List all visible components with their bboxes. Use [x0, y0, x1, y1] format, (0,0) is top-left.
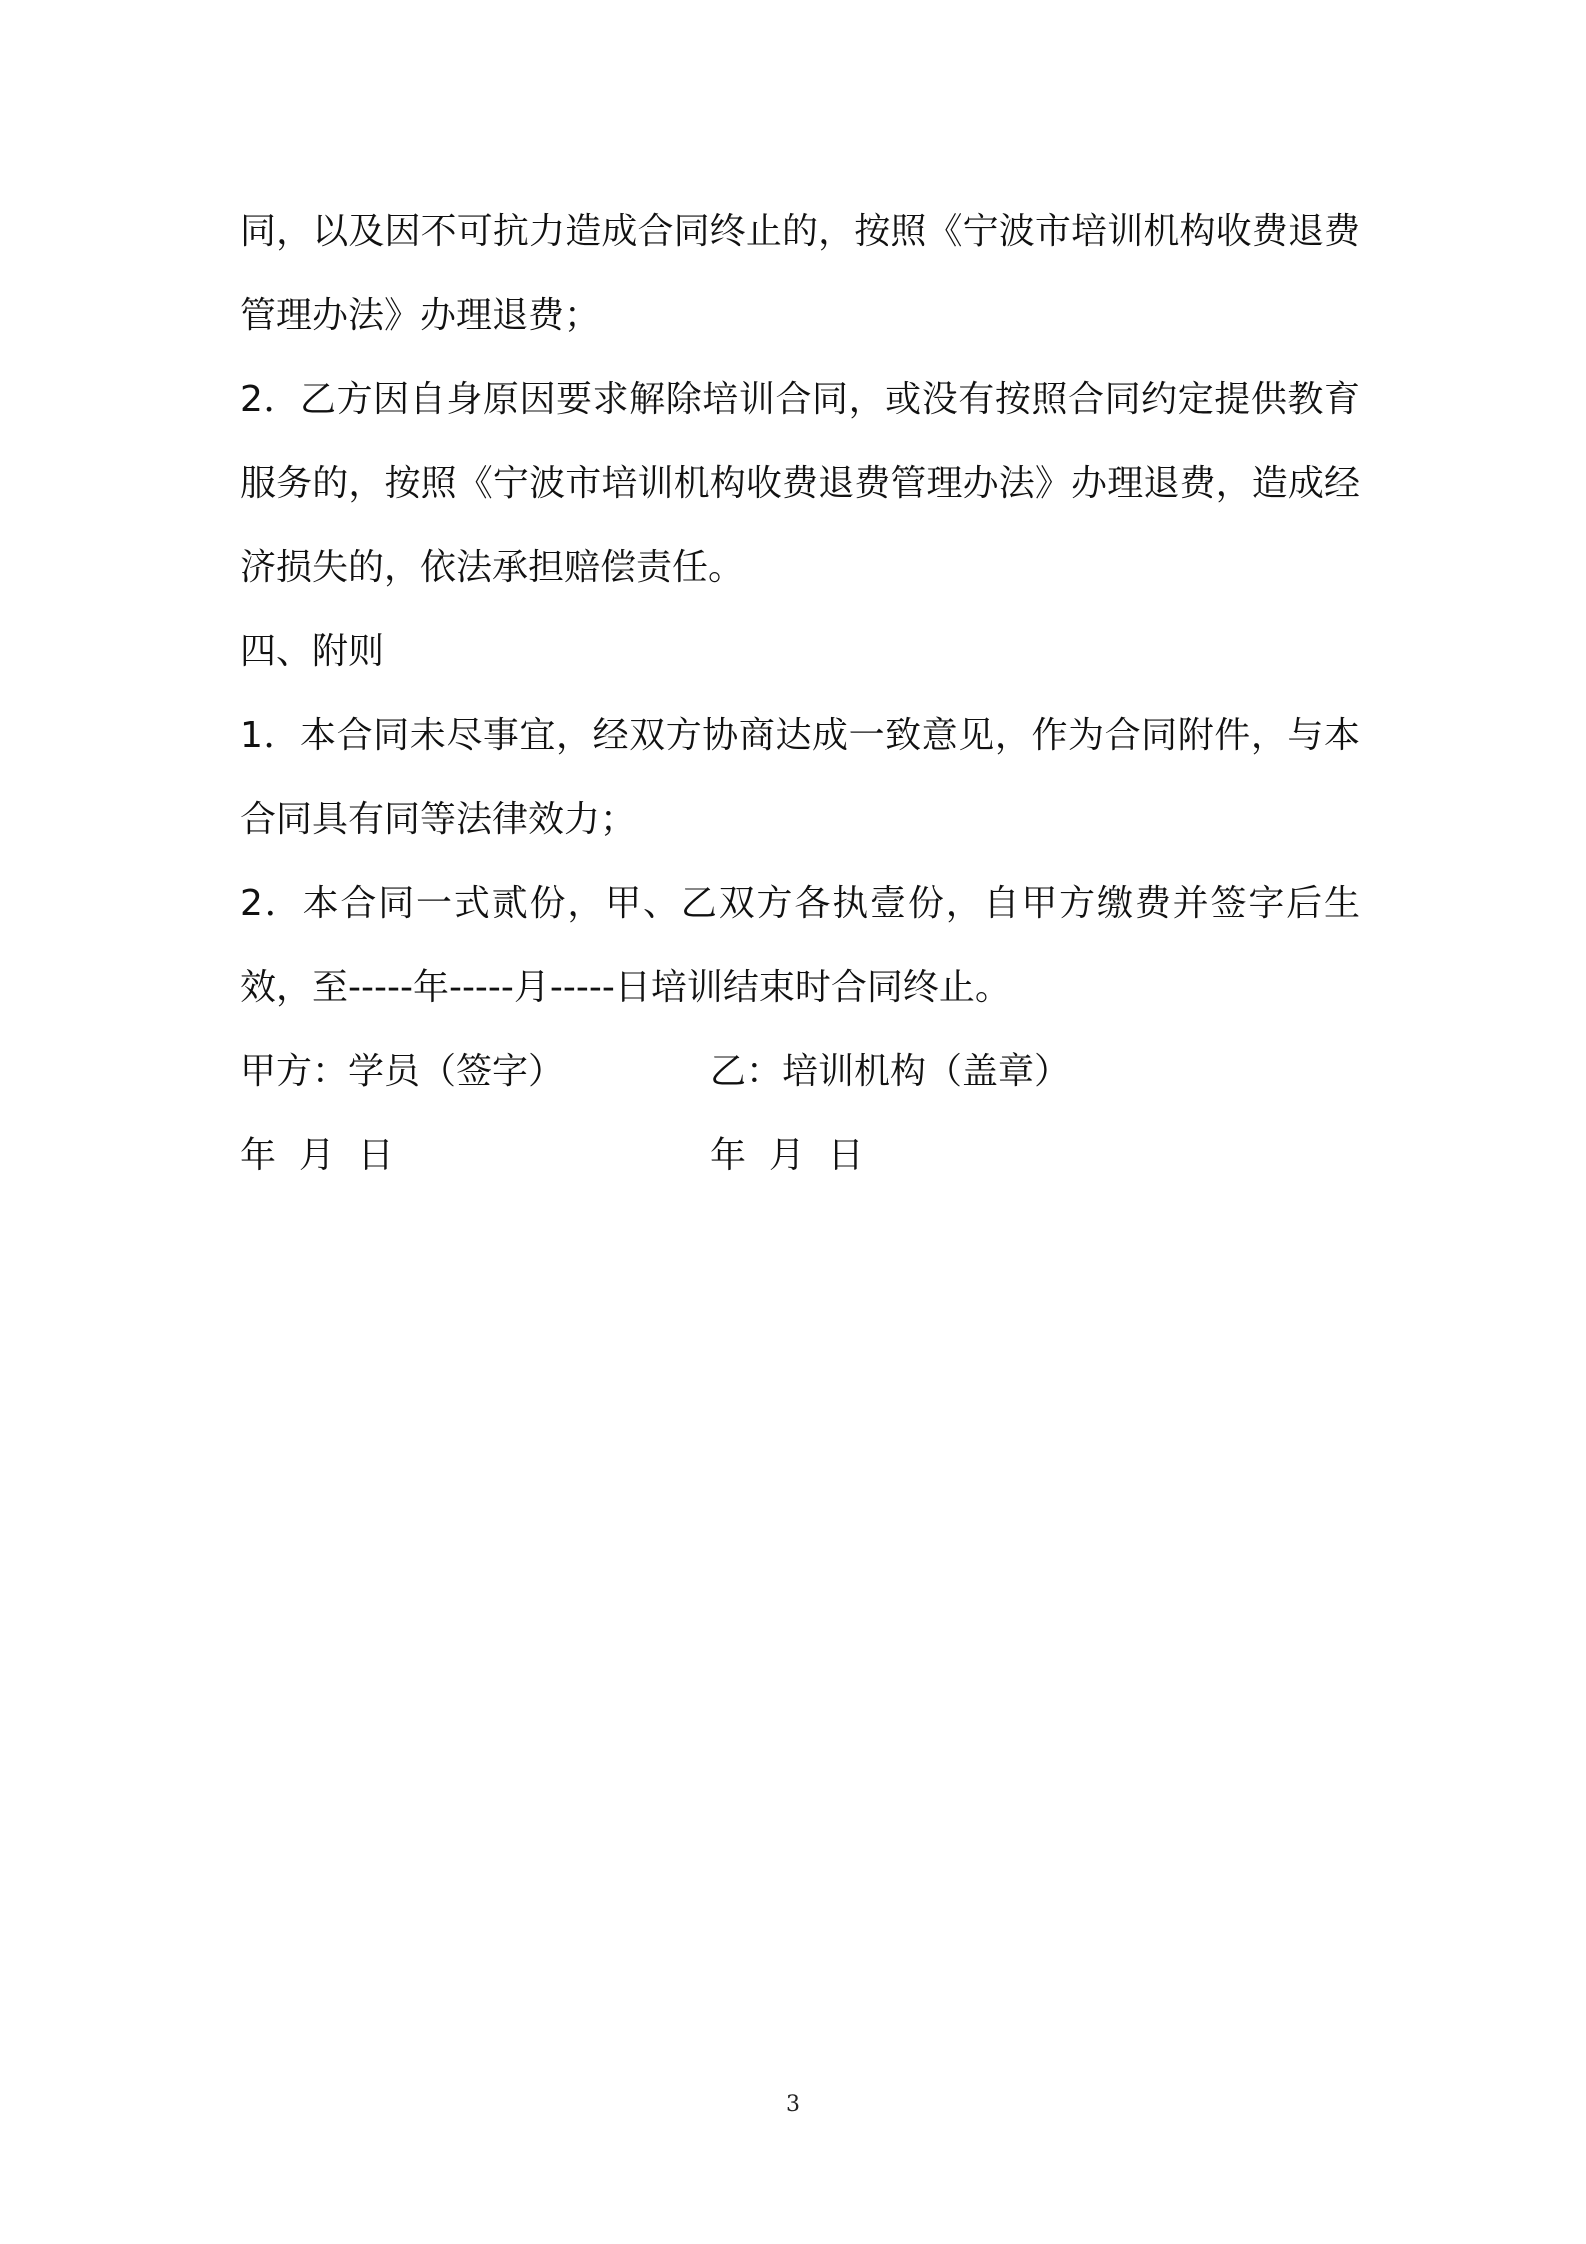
signature-dates-row — [240, 1114, 1360, 1198]
signature-labels-row — [240, 1030, 1360, 1114]
paragraph-unresolved-matters: 1．本合同未尽事宜，经双方协商达成一致意见，作为合同附件，与本合同具有同等法律效力； — [240, 715, 1360, 840]
paragraph-refund-force-majeure: 同，以及因不可抗力造成合同终止的，按照《宁波市培训机构收费退费管理办法》办理退费； — [240, 211, 1360, 336]
paragraph-copies-effectiveness: 2．本合同一式贰份，甲、乙双方各执壹份，自甲方缴费并签字后生效，至-----年-----月-----日培训结束时合同终止。 — [240, 883, 1360, 1008]
party-b-seal-label: 乙：培训机构（盖章） — [710, 1051, 1071, 1092]
party-a-signature-label: 甲方：学员（签字） — [240, 1051, 565, 1092]
section-heading-supplementary: 四、附则 — [240, 631, 385, 672]
contract-body — [240, 190, 1360, 1198]
party-a-date: 年 月 日 — [240, 1135, 394, 1176]
paragraph-party-b-termination: 2．乙方因自身原因要求解除培训合同，或没有按照合同约定提供教育服务的，按照《宁波市培训机构收费退费管理办法》办理退费，造成经济损失的，依法承担赔偿责任。 — [240, 379, 1360, 588]
page-number: 3 — [786, 2092, 800, 2117]
party-b-date: 年 月 日 — [710, 1135, 864, 1176]
